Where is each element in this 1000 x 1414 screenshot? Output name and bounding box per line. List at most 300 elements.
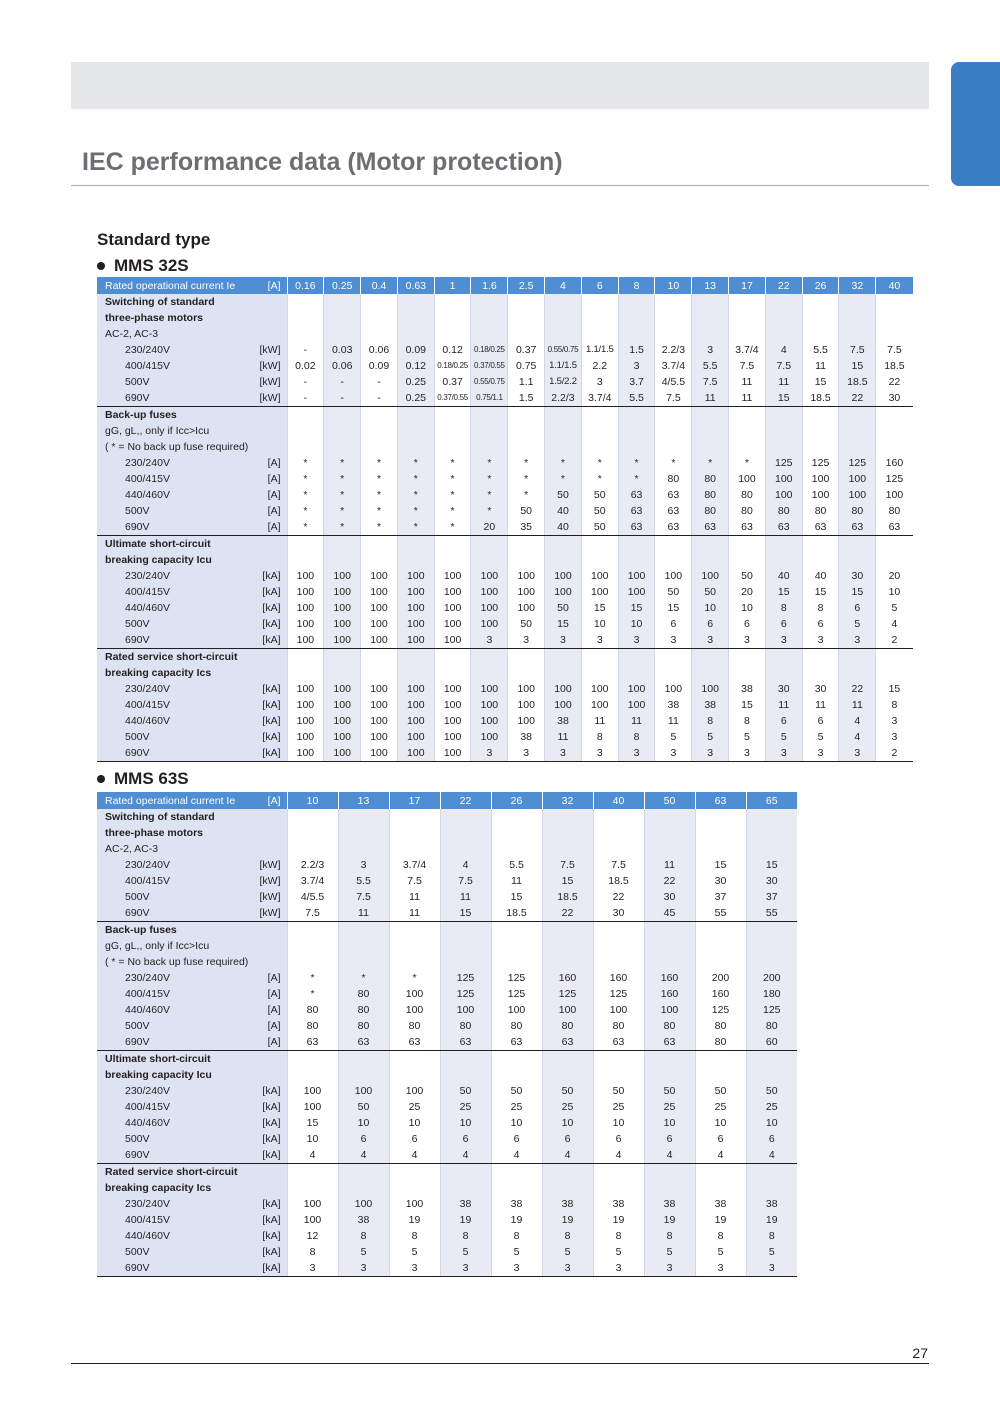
value-cell: 160 — [695, 986, 746, 1002]
value-cell: * — [338, 970, 389, 986]
value-cell: * — [361, 503, 398, 519]
value-cell: 11 — [491, 873, 542, 889]
value-cell: 80 — [839, 503, 876, 519]
column-header: 0.16 — [287, 277, 324, 294]
value-cell: 11 — [839, 697, 876, 713]
value-cell: 63 — [655, 519, 692, 536]
value-cell: 2.2/3 — [545, 390, 582, 407]
empty-cell — [491, 1051, 542, 1068]
empty-cell — [287, 536, 324, 553]
empty-cell — [324, 326, 361, 342]
value-cell: 6 — [765, 616, 802, 632]
value-cell: 3.7/4 — [287, 873, 338, 889]
row-label: 400/415V — [97, 584, 249, 600]
value-cell: 100 — [361, 681, 398, 697]
empty-cell — [692, 439, 729, 455]
row-label: 400/415V — [97, 471, 249, 487]
value-cell: 19 — [440, 1212, 491, 1228]
empty-cell — [593, 922, 644, 939]
value-cell: 6 — [389, 1131, 440, 1147]
table-row — [97, 342, 913, 358]
empty-cell — [434, 407, 471, 424]
value-cell: * — [508, 455, 545, 471]
empty-cell — [545, 439, 582, 455]
value-cell: 35 — [508, 519, 545, 536]
table-row — [97, 905, 797, 922]
value-cell: 6 — [839, 600, 876, 616]
value-cell: 22 — [593, 889, 644, 905]
value-cell: 100 — [389, 1083, 440, 1099]
value-cell: 11 — [389, 889, 440, 905]
empty-cell — [361, 536, 398, 553]
footer-divider — [71, 1363, 929, 1364]
value-cell: 3 — [802, 632, 839, 649]
empty-cell — [389, 922, 440, 939]
value-cell: 160 — [644, 970, 695, 986]
empty-cell — [618, 665, 655, 681]
empty-cell — [491, 938, 542, 954]
empty-cell — [440, 938, 491, 954]
value-cell: 100 — [434, 697, 471, 713]
value-cell: 8 — [491, 1228, 542, 1244]
row-label: 690V — [97, 519, 249, 536]
empty-cell — [593, 809, 644, 825]
value-cell: 100 — [397, 568, 434, 584]
column-header: 50 — [644, 792, 695, 809]
value-cell: * — [287, 487, 324, 503]
value-cell: 15 — [440, 905, 491, 922]
value-cell: * — [324, 455, 361, 471]
value-cell: 63 — [876, 519, 913, 536]
table-row — [97, 889, 797, 905]
value-cell: 100 — [397, 616, 434, 632]
empty-cell — [324, 407, 361, 424]
value-cell: 30 — [746, 873, 797, 889]
empty-cell — [361, 423, 398, 439]
empty-cell — [508, 552, 545, 568]
empty-cell — [542, 938, 593, 954]
value-cell: 18.5 — [542, 889, 593, 905]
empty-cell — [389, 809, 440, 825]
header-label: Rated operational current Ie — [97, 277, 249, 294]
value-cell: 5 — [765, 729, 802, 745]
value-cell: 125 — [765, 455, 802, 471]
value-cell: * — [729, 455, 766, 471]
table-row — [97, 1099, 797, 1115]
value-cell: 5 — [655, 729, 692, 745]
value-cell: * — [361, 519, 398, 536]
value-cell: 15 — [729, 697, 766, 713]
value-cell: - — [287, 374, 324, 390]
value-cell: 3 — [876, 729, 913, 745]
empty-cell — [802, 423, 839, 439]
group-note: gG, gL,, only if Icc>Icu — [97, 423, 249, 439]
empty-cell — [542, 954, 593, 970]
empty-cell — [397, 552, 434, 568]
empty-cell — [746, 1180, 797, 1196]
empty-cell — [655, 294, 692, 310]
row-unit: [kA] — [249, 1083, 287, 1099]
value-cell: 15 — [695, 857, 746, 873]
value-cell: 15 — [765, 584, 802, 600]
empty-cell — [692, 310, 729, 326]
empty-cell — [746, 809, 797, 825]
empty-cell — [655, 665, 692, 681]
empty-cell — [802, 665, 839, 681]
table-row — [97, 713, 913, 729]
empty-cell — [361, 294, 398, 310]
row-unit: [kA] — [249, 697, 287, 713]
empty-cell — [434, 423, 471, 439]
bullet-icon — [97, 262, 105, 270]
empty-cell — [802, 552, 839, 568]
value-cell: 100 — [287, 1083, 338, 1099]
table-row — [97, 1147, 797, 1164]
column-header: 1 — [434, 277, 471, 294]
empty-cell — [471, 423, 508, 439]
row-label: 230/240V — [97, 681, 249, 697]
value-cell: 80 — [692, 487, 729, 503]
value-cell: 11 — [338, 905, 389, 922]
value-cell: * — [434, 519, 471, 536]
empty-cell — [287, 665, 324, 681]
empty-cell — [695, 1180, 746, 1196]
value-cell: 100 — [471, 729, 508, 745]
table-row — [97, 1002, 797, 1018]
column-header: 63 — [695, 792, 746, 809]
header-band — [71, 62, 929, 109]
value-cell: 18.5 — [839, 374, 876, 390]
value-cell: 1.1 — [508, 374, 545, 390]
empty-cell — [491, 1180, 542, 1196]
empty-cell — [644, 1180, 695, 1196]
group-title: three-phase motors — [97, 825, 249, 841]
value-cell: 30 — [876, 390, 913, 407]
value-cell: * — [471, 503, 508, 519]
value-cell: 10 — [593, 1115, 644, 1131]
empty-cell — [839, 310, 876, 326]
group-note-row — [97, 326, 913, 342]
value-cell: * — [508, 487, 545, 503]
value-cell: 63 — [491, 1034, 542, 1051]
value-cell: 8 — [542, 1228, 593, 1244]
value-cell: 0.75/1.1 — [471, 390, 508, 407]
value-cell: 19 — [746, 1212, 797, 1228]
value-cell: 4 — [746, 1147, 797, 1164]
chapter-tab — [951, 62, 1000, 186]
group-title: breaking capacity Icu — [97, 552, 249, 568]
mms63s-title: MMS 63S — [114, 769, 189, 788]
value-cell: 100 — [765, 471, 802, 487]
value-cell: 25 — [440, 1099, 491, 1115]
value-cell: 3 — [644, 1260, 695, 1277]
value-cell: 37 — [746, 889, 797, 905]
unit-cell — [249, 1180, 287, 1196]
value-cell: 100 — [471, 697, 508, 713]
empty-cell — [397, 439, 434, 455]
empty-cell — [655, 552, 692, 568]
group-title-row — [97, 552, 913, 568]
value-cell: 6 — [765, 713, 802, 729]
group-title: Ultimate short-circuit — [97, 536, 249, 553]
empty-cell — [338, 1164, 389, 1181]
value-cell: 3 — [729, 745, 766, 762]
value-cell: 80 — [287, 1002, 338, 1018]
value-cell: 2.2 — [581, 358, 618, 374]
group-title-row — [97, 1067, 797, 1083]
value-cell: 63 — [839, 519, 876, 536]
empty-cell — [324, 536, 361, 553]
unit-cell — [249, 536, 287, 553]
empty-cell — [729, 326, 766, 342]
value-cell: 5 — [338, 1244, 389, 1260]
empty-cell — [746, 922, 797, 939]
value-cell: * — [361, 455, 398, 471]
value-cell: 63 — [618, 519, 655, 536]
empty-cell — [440, 841, 491, 857]
value-cell: 6 — [692, 616, 729, 632]
empty-cell — [508, 665, 545, 681]
row-unit: [kA] — [249, 1115, 287, 1131]
value-cell: 100 — [545, 568, 582, 584]
empty-cell — [324, 552, 361, 568]
value-cell: 125 — [491, 970, 542, 986]
empty-cell — [695, 922, 746, 939]
value-cell: * — [324, 503, 361, 519]
empty-cell — [695, 809, 746, 825]
row-unit: [kA] — [249, 1260, 287, 1277]
value-cell: 50 — [545, 600, 582, 616]
value-cell: 100 — [324, 632, 361, 649]
value-cell: 80 — [389, 1018, 440, 1034]
value-cell: 38 — [644, 1196, 695, 1212]
group-title: Switching of standard — [97, 809, 249, 825]
unit-cell — [249, 423, 287, 439]
value-cell: 1.1/1.5 — [545, 358, 582, 374]
empty-cell — [876, 423, 913, 439]
row-unit: [kA] — [249, 713, 287, 729]
value-cell: 0.09 — [397, 342, 434, 358]
empty-cell — [508, 423, 545, 439]
column-header: 40 — [876, 277, 913, 294]
value-cell: 100 — [434, 681, 471, 697]
empty-cell — [802, 310, 839, 326]
value-cell: 100 — [545, 681, 582, 697]
empty-cell — [746, 954, 797, 970]
value-cell: 100 — [324, 584, 361, 600]
empty-cell — [876, 649, 913, 666]
empty-cell — [802, 649, 839, 666]
empty-cell — [655, 407, 692, 424]
value-cell: 3 — [692, 745, 729, 762]
value-cell: 50 — [581, 487, 618, 503]
unit-cell — [249, 1164, 287, 1181]
empty-cell — [338, 809, 389, 825]
value-cell: 10 — [692, 600, 729, 616]
empty-cell — [729, 423, 766, 439]
empty-cell — [765, 423, 802, 439]
empty-cell — [491, 922, 542, 939]
column-header: 2.5 — [508, 277, 545, 294]
unit-cell — [249, 407, 287, 424]
group-title: Back-up fuses — [97, 922, 249, 939]
column-header: 26 — [802, 277, 839, 294]
empty-cell — [508, 310, 545, 326]
value-cell: 0.02 — [287, 358, 324, 374]
row-unit: [kA] — [249, 616, 287, 632]
unit-cell — [249, 552, 287, 568]
value-cell: * — [471, 455, 508, 471]
value-cell: 11 — [545, 729, 582, 745]
value-cell: 4 — [338, 1147, 389, 1164]
value-cell: * — [434, 503, 471, 519]
value-cell: 4 — [839, 713, 876, 729]
value-cell: 5 — [389, 1244, 440, 1260]
value-cell: 100 — [876, 487, 913, 503]
empty-cell — [839, 665, 876, 681]
value-cell: 80 — [746, 1018, 797, 1034]
empty-cell — [361, 439, 398, 455]
empty-cell — [746, 841, 797, 857]
group-note: AC-2, AC-3 — [97, 326, 249, 342]
value-cell: 10 — [287, 1131, 338, 1147]
value-cell: 100 — [618, 681, 655, 697]
empty-cell — [324, 423, 361, 439]
value-cell: 4 — [491, 1147, 542, 1164]
value-cell: 25 — [593, 1099, 644, 1115]
value-cell: * — [434, 455, 471, 471]
value-cell: 100 — [389, 1196, 440, 1212]
value-cell: 2 — [876, 745, 913, 762]
mms63s-table — [97, 792, 797, 1277]
empty-cell — [692, 665, 729, 681]
value-cell: 8 — [802, 600, 839, 616]
empty-cell — [508, 649, 545, 666]
empty-cell — [839, 407, 876, 424]
group-title: Rated service short-circuit — [97, 1164, 249, 1181]
value-cell: 18.5 — [491, 905, 542, 922]
value-cell: 50 — [508, 616, 545, 632]
value-cell: 1.5/2.2 — [545, 374, 582, 390]
value-cell: 8 — [618, 729, 655, 745]
value-cell: 19 — [593, 1212, 644, 1228]
value-cell: 100 — [729, 471, 766, 487]
empty-cell — [581, 536, 618, 553]
value-cell: 15 — [765, 390, 802, 407]
empty-cell — [434, 649, 471, 666]
value-cell: 0.37 — [508, 342, 545, 358]
group-title-row — [97, 809, 797, 825]
value-cell: 38 — [729, 681, 766, 697]
row-unit: [A] — [249, 986, 287, 1002]
empty-cell — [729, 439, 766, 455]
row-label: 440/460V — [97, 600, 249, 616]
value-cell: 15 — [839, 358, 876, 374]
empty-cell — [695, 1067, 746, 1083]
value-cell: 18.5 — [802, 390, 839, 407]
value-cell: 1.5 — [618, 342, 655, 358]
value-cell: 8 — [338, 1228, 389, 1244]
empty-cell — [440, 1164, 491, 1181]
table-row — [97, 970, 797, 986]
value-cell: 100 — [618, 584, 655, 600]
empty-cell — [324, 649, 361, 666]
table-row — [97, 390, 913, 407]
value-cell: 5.5 — [491, 857, 542, 873]
empty-cell — [542, 1051, 593, 1068]
value-cell: 100 — [338, 1083, 389, 1099]
value-cell: 4 — [839, 729, 876, 745]
value-cell: 3 — [440, 1260, 491, 1277]
value-cell: 50 — [440, 1083, 491, 1099]
empty-cell — [839, 649, 876, 666]
empty-cell — [655, 649, 692, 666]
value-cell: 7.5 — [389, 873, 440, 889]
value-cell: 0.55/0.75 — [471, 374, 508, 390]
group-title-row — [97, 1180, 797, 1196]
column-header: 0.63 — [397, 277, 434, 294]
empty-cell — [802, 439, 839, 455]
empty-cell — [491, 1067, 542, 1083]
value-cell: * — [361, 471, 398, 487]
value-cell: 100 — [397, 745, 434, 762]
mms32s-table — [97, 277, 913, 762]
group-title: three-phase motors — [97, 310, 249, 326]
value-cell: 100 — [542, 1002, 593, 1018]
table-row — [97, 1083, 797, 1099]
empty-cell — [440, 922, 491, 939]
value-cell: 15 — [802, 584, 839, 600]
value-cell: 100 — [508, 568, 545, 584]
group-title-row — [97, 536, 913, 553]
value-cell: 0.25 — [397, 390, 434, 407]
empty-cell — [287, 326, 324, 342]
empty-cell — [287, 294, 324, 310]
table-row — [97, 519, 913, 536]
empty-cell — [324, 294, 361, 310]
row-unit: [kA] — [249, 1147, 287, 1164]
value-cell: 25 — [542, 1099, 593, 1115]
group-note: ( * = No back up fuse required) — [97, 439, 249, 455]
empty-cell — [655, 326, 692, 342]
row-label: 230/240V — [97, 1196, 249, 1212]
value-cell: 38 — [440, 1196, 491, 1212]
value-cell: 11 — [729, 374, 766, 390]
value-cell: 22 — [839, 681, 876, 697]
empty-cell — [440, 954, 491, 970]
unit-cell — [249, 825, 287, 841]
value-cell: 45 — [644, 905, 695, 922]
unit-cell — [249, 954, 287, 970]
value-cell: 2 — [876, 632, 913, 649]
empty-cell — [593, 1051, 644, 1068]
value-cell: 63 — [729, 519, 766, 536]
value-cell: 160 — [644, 986, 695, 1002]
value-cell: 100 — [361, 616, 398, 632]
empty-cell — [581, 326, 618, 342]
value-cell: 7.5 — [287, 905, 338, 922]
value-cell: 55 — [746, 905, 797, 922]
value-cell: 38 — [542, 1196, 593, 1212]
row-label: 500V — [97, 1018, 249, 1034]
value-cell: 0.18/0.25 — [471, 342, 508, 358]
value-cell: 25 — [389, 1099, 440, 1115]
value-cell: 11 — [765, 697, 802, 713]
value-cell: 38 — [338, 1212, 389, 1228]
empty-cell — [581, 423, 618, 439]
value-cell: 100 — [397, 584, 434, 600]
empty-cell — [361, 649, 398, 666]
